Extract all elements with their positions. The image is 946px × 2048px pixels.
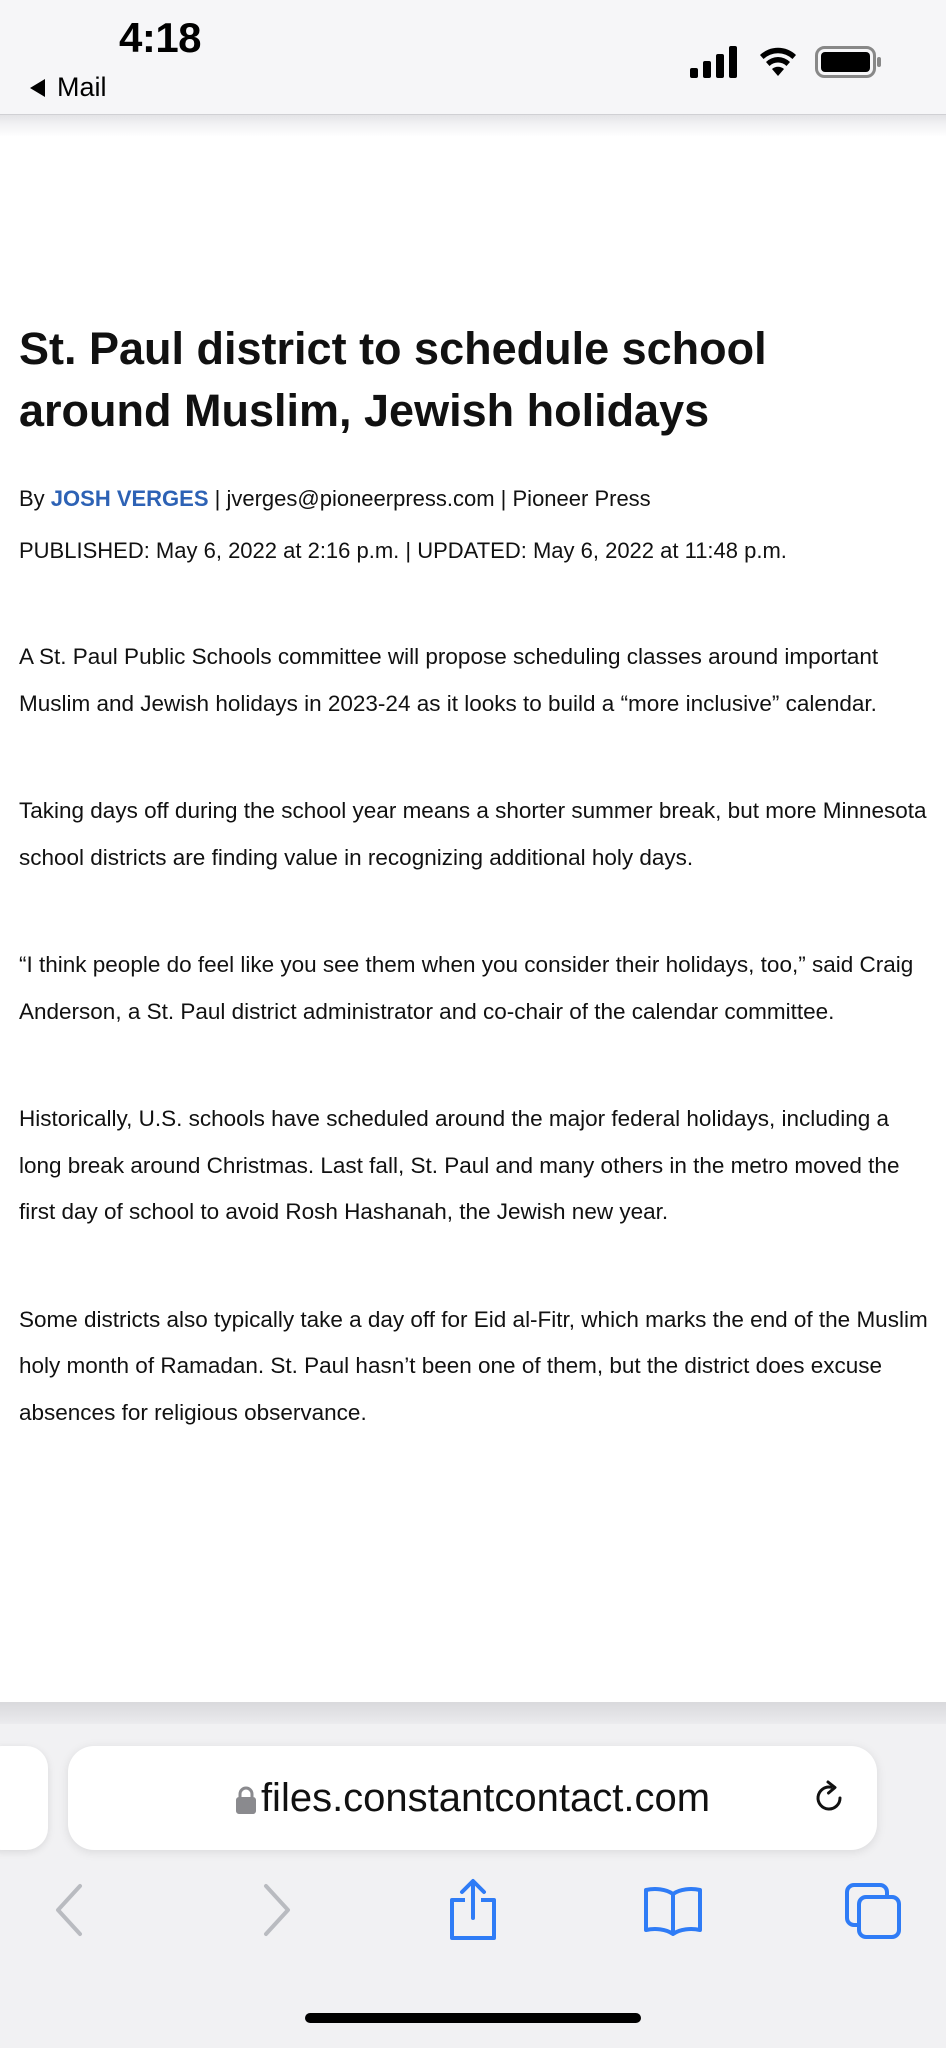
byline-details: | jverges@pioneerpress.com | Pioneer Press: [208, 486, 651, 511]
battery-icon: [815, 46, 883, 78]
article-paragraph: Some districts also typically take a day off for Eid al-Fitr, which marks the end of the Muslim holy month of Ramadan. St. Paul hasn’t been one of them, but the district does excuse absences for religious observance.: [19, 1306, 928, 1425]
bookmarks-icon[interactable]: [642, 1886, 704, 1936]
back-label: Mail: [57, 72, 107, 102]
byline: [19, 484, 929, 514]
cellular-signal-icon: [690, 46, 740, 78]
url-text: files.constantcontact.com: [260, 1776, 711, 1820]
article-paragraph: A St. Paul Public Schools committee will propose scheduling classes around important Muslim and Jewish holidays in 2023-24 as it looks to build a “more inclusive” calendar.: [19, 644, 879, 716]
forward-chevron-icon[interactable]: [258, 1882, 294, 1938]
article-paragraph: “I think people do feel like you see them when you consider their holidays, too,” said Craig Anderson, a St. Paul district administrator and co-chair of the calendar committee.: [19, 952, 914, 1024]
back-chevron-icon[interactable]: [52, 1882, 88, 1938]
reload-icon[interactable]: [809, 1778, 849, 1818]
byline-prefix: By: [19, 486, 51, 511]
previous-tab-preview[interactable]: [0, 1746, 48, 1850]
article-body: [19, 634, 929, 1436]
page-top-edge: [0, 114, 946, 137]
bottom-bar-edge: [0, 1702, 946, 1724]
article-paragraph: Historically, U.S. schools have scheduled around the major federal holidays, including a long break around Christmas. Last fall, St. Paul and many others in the metro moved the first day of school to avoid Rosh Hashanah, the Jewish new year.: [19, 1106, 900, 1224]
back-triangle-icon: [30, 79, 45, 97]
article: [19, 318, 929, 1436]
home-indicator[interactable]: [305, 2013, 641, 2023]
address-bar[interactable]: [68, 1746, 877, 1850]
browser-bottom-bar: [0, 1702, 946, 2048]
clock: 4:18: [118, 14, 202, 61]
author-link[interactable]: JOSH VERGES: [50, 486, 209, 511]
wifi-icon: [758, 44, 798, 78]
url-display[interactable]: [68, 1776, 877, 1820]
lock-icon: [235, 1785, 257, 1815]
back-to-mail-button[interactable]: [30, 72, 107, 103]
tabs-icon[interactable]: [844, 1882, 904, 1940]
publish-date: PUBLISHED: May 6, 2022 at 2:16 p.m. | UPDATED: May 6, 2022 at 11:48 p.m.: [19, 538, 787, 563]
article-paragraph: Taking days off during the school year means a shorter summer break, but more Minnesota school districts are finding value in recognizing additional holy days.: [19, 798, 927, 870]
share-icon[interactable]: [446, 1878, 500, 1942]
status-bar: [0, 0, 946, 114]
article-headline: St. Paul district to schedule school around Muslim, Jewish holidays: [19, 323, 767, 436]
